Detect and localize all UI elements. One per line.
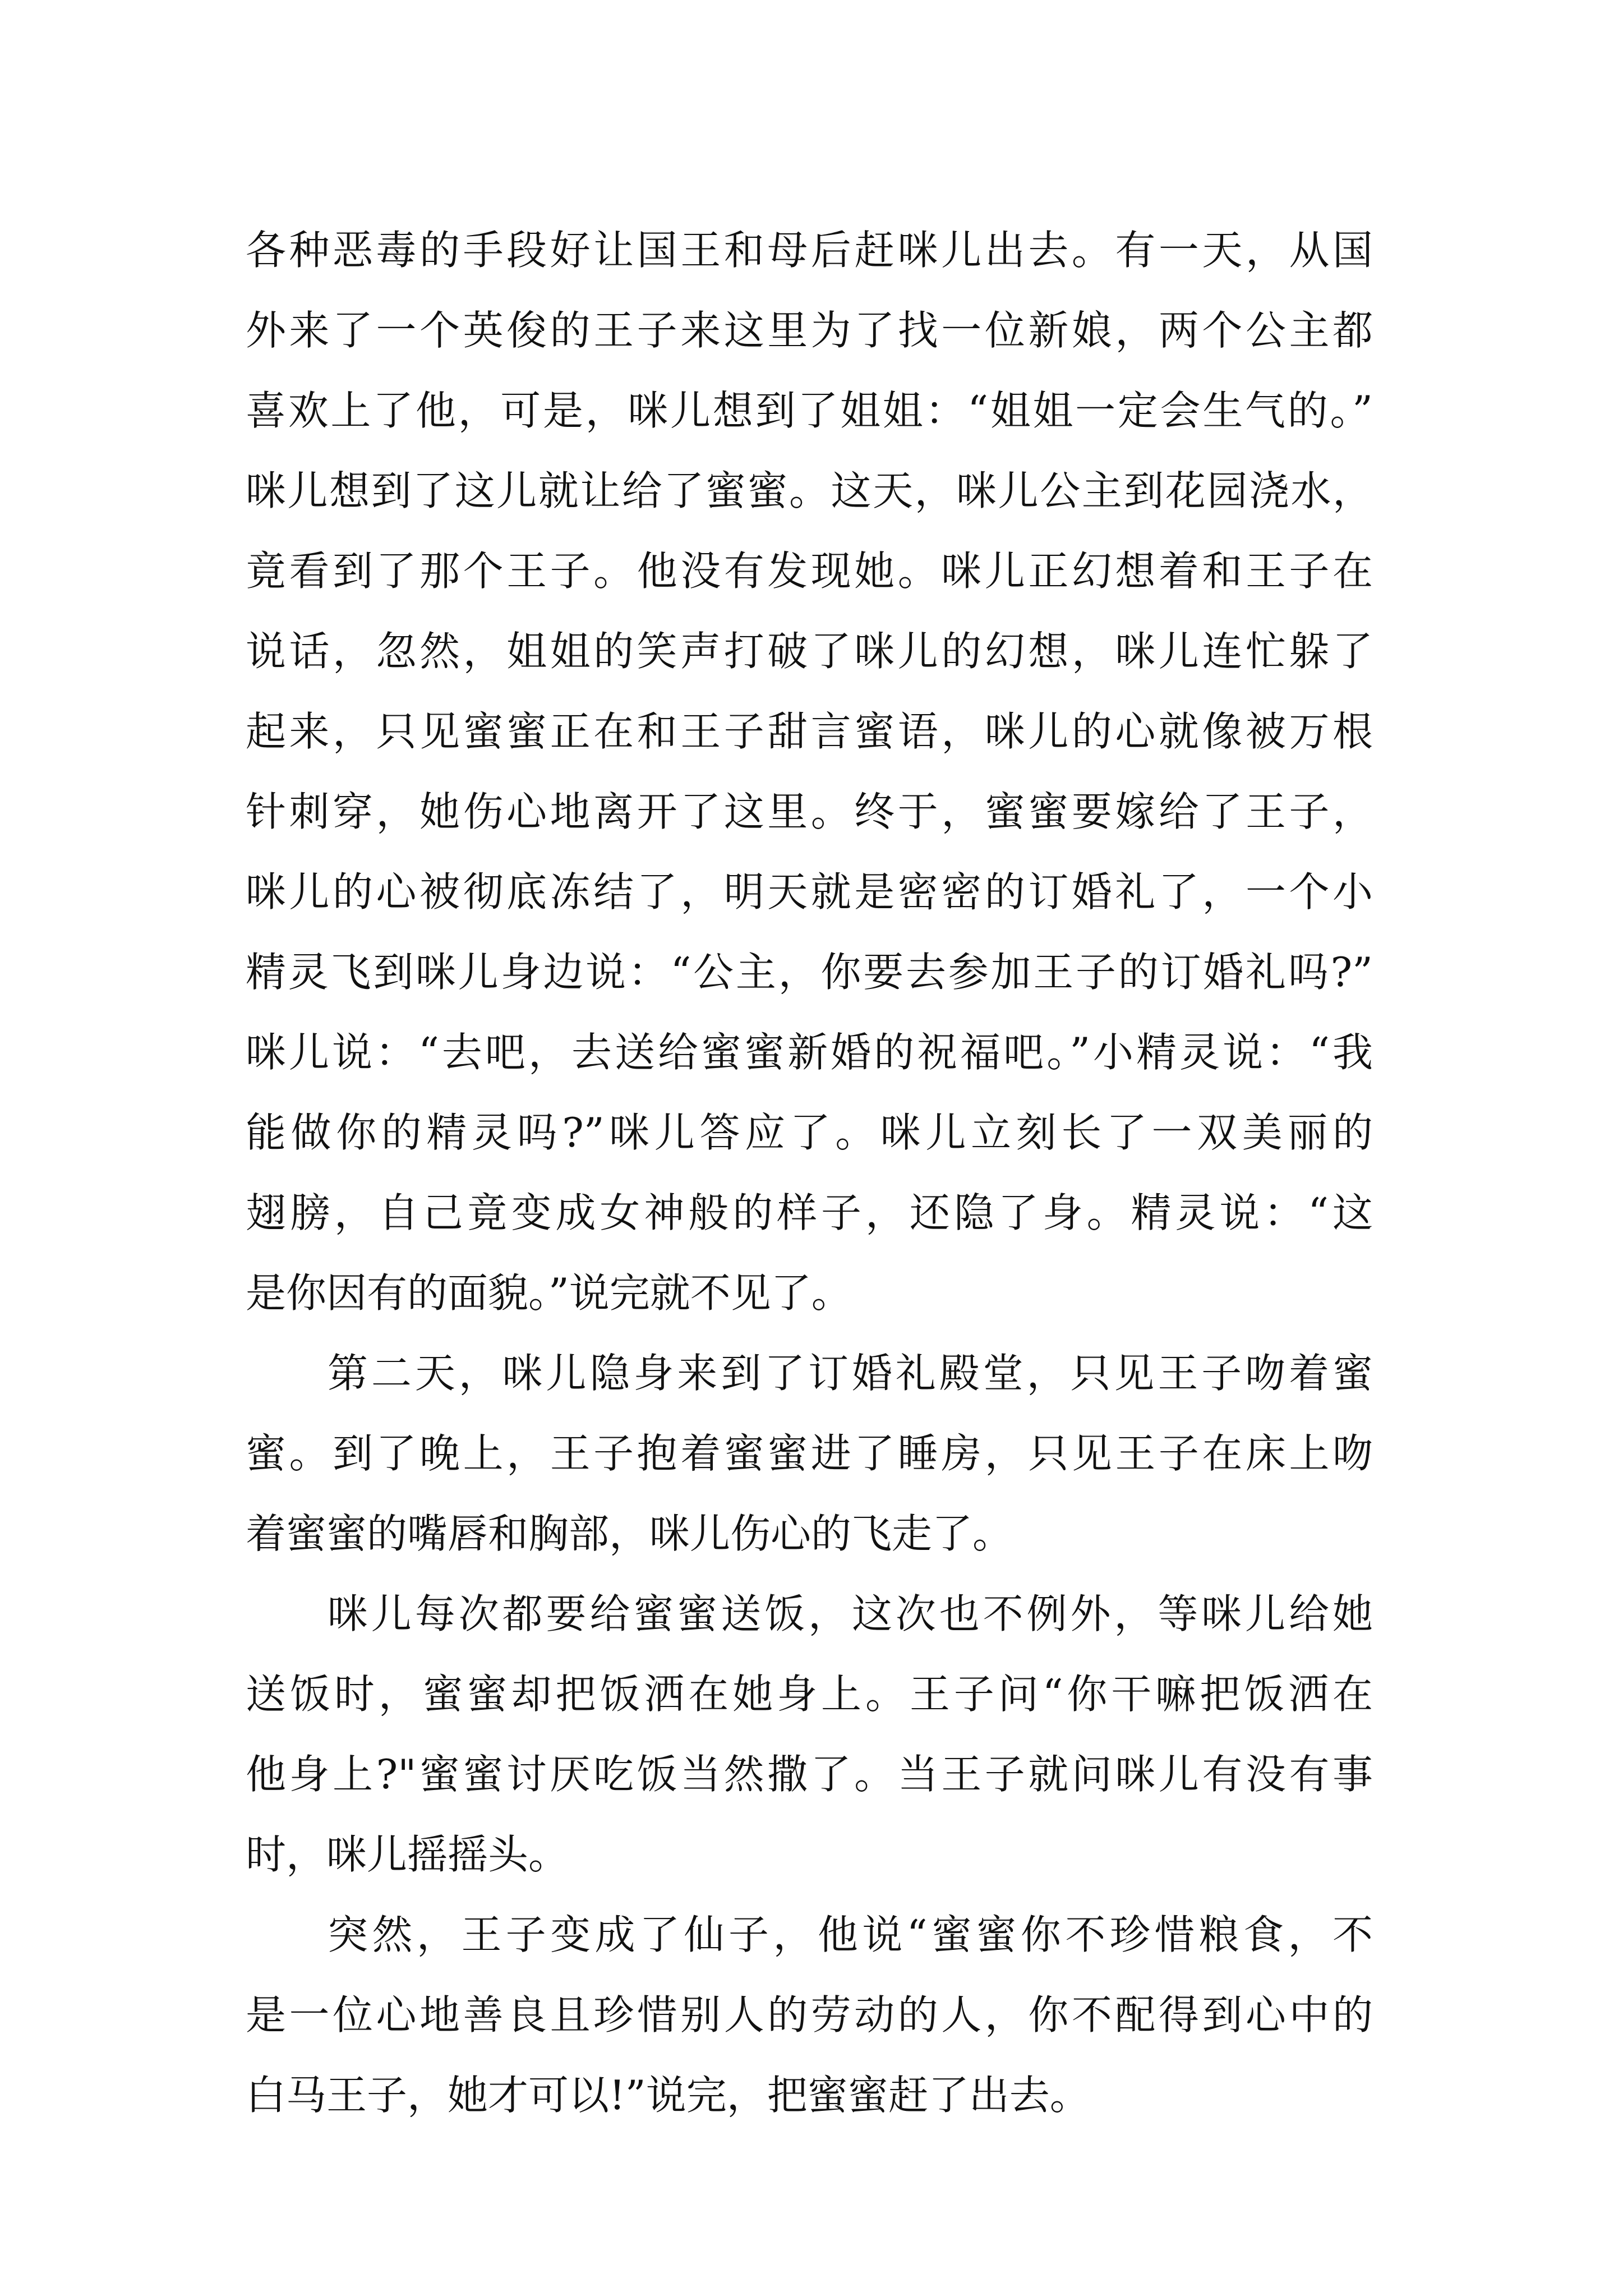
text-line: 各种恶毒的手段好让国王和母后赶咪儿出去。有一天，从国 (246, 227, 1373, 274)
text-line: 是你因有的面貌。”说完就不见了。 (246, 1269, 852, 1317)
text-line: 时，咪儿摇摇头。 (246, 1831, 569, 1878)
paragraph (246, 1333, 1373, 1574)
text-line: 说话，忽然，姐姐的笑声打破了咪儿的幻想，咪儿连忙躲了 (246, 628, 1373, 675)
text-line: 咪儿想到了这儿就让给了蜜蜜。这天，咪儿公主到花园浇水， (246, 467, 1373, 514)
paragraph (246, 1895, 1373, 2136)
text-line: 着蜜蜜的嘴唇和胸部，咪儿伤心的飞走了。 (246, 1510, 1013, 1557)
text-line: 送饭时，蜜蜜却把饭洒在她身上。王子问“你干嘛把饭洒在 (246, 1671, 1373, 1718)
text-line: 他身上?"蜜蜜讨厌吃饭当然撒了。当王子就问咪儿有没有事 (246, 1751, 1373, 1798)
text-line: 针刺穿，她伤心地离开了这里。终于，蜜蜜要嫁给了王子， (246, 788, 1373, 835)
text-line: 翅膀，自己竟变成女神般的样子，还隐了身。精灵说：“这 (246, 1189, 1373, 1236)
text-line: 是一位心地善良且珍惜别人的劳动的人，你不配得到心中的 (246, 1991, 1373, 2039)
text-line: 起来，只见蜜蜜正在和王子甜言蜜语，咪儿的心就像被万根 (246, 708, 1373, 755)
paragraph (246, 1574, 1373, 1895)
text-line: 竟看到了那个王子。他没有发现她。咪儿正幻想着和王子在 (246, 547, 1373, 595)
text-line: 咪儿的心被彻底冻结了，明天就是密密的订婚礼了，一个小 (246, 868, 1373, 915)
text-line: 白马王子，她才可以!”说完，把蜜蜜赶了出去。 (246, 2072, 1090, 2119)
text-line: 突然，王子变成了仙子，他说“蜜蜜你不珍惜粮食，不 (328, 1911, 1373, 1958)
document-body (246, 210, 1373, 2136)
text-line: 精灵飞到咪儿身边说：“公主，你要去参加王子的订婚礼吗?” (246, 949, 1373, 996)
text-line: 能做你的精灵吗?”咪儿答应了。咪儿立刻长了一双美丽的 (246, 1109, 1373, 1156)
text-line: 蜜。到了晚上，王子抱着蜜蜜进了睡房，只见王子在床上吻 (246, 1430, 1373, 1477)
text-line: 喜欢上了他，可是，咪儿想到了姐姐：“姐姐一定会生气的。” (246, 387, 1373, 434)
text-line: 咪儿每次都要给蜜蜜送饭，这次也不例外，等咪儿给她 (328, 1590, 1373, 1637)
text-line: 第二天，咪儿隐身来到了订婚礼殿堂，只见王子吻着蜜 (328, 1350, 1373, 1397)
text-line: 外来了一个英俊的王子来这里为了找一位新娘，两个公主都 (246, 307, 1373, 354)
text-line: 咪儿说：“去吧，去送给蜜蜜新婚的祝福吧。”小精灵说：“我 (246, 1029, 1373, 1076)
paragraph (246, 210, 1373, 1333)
